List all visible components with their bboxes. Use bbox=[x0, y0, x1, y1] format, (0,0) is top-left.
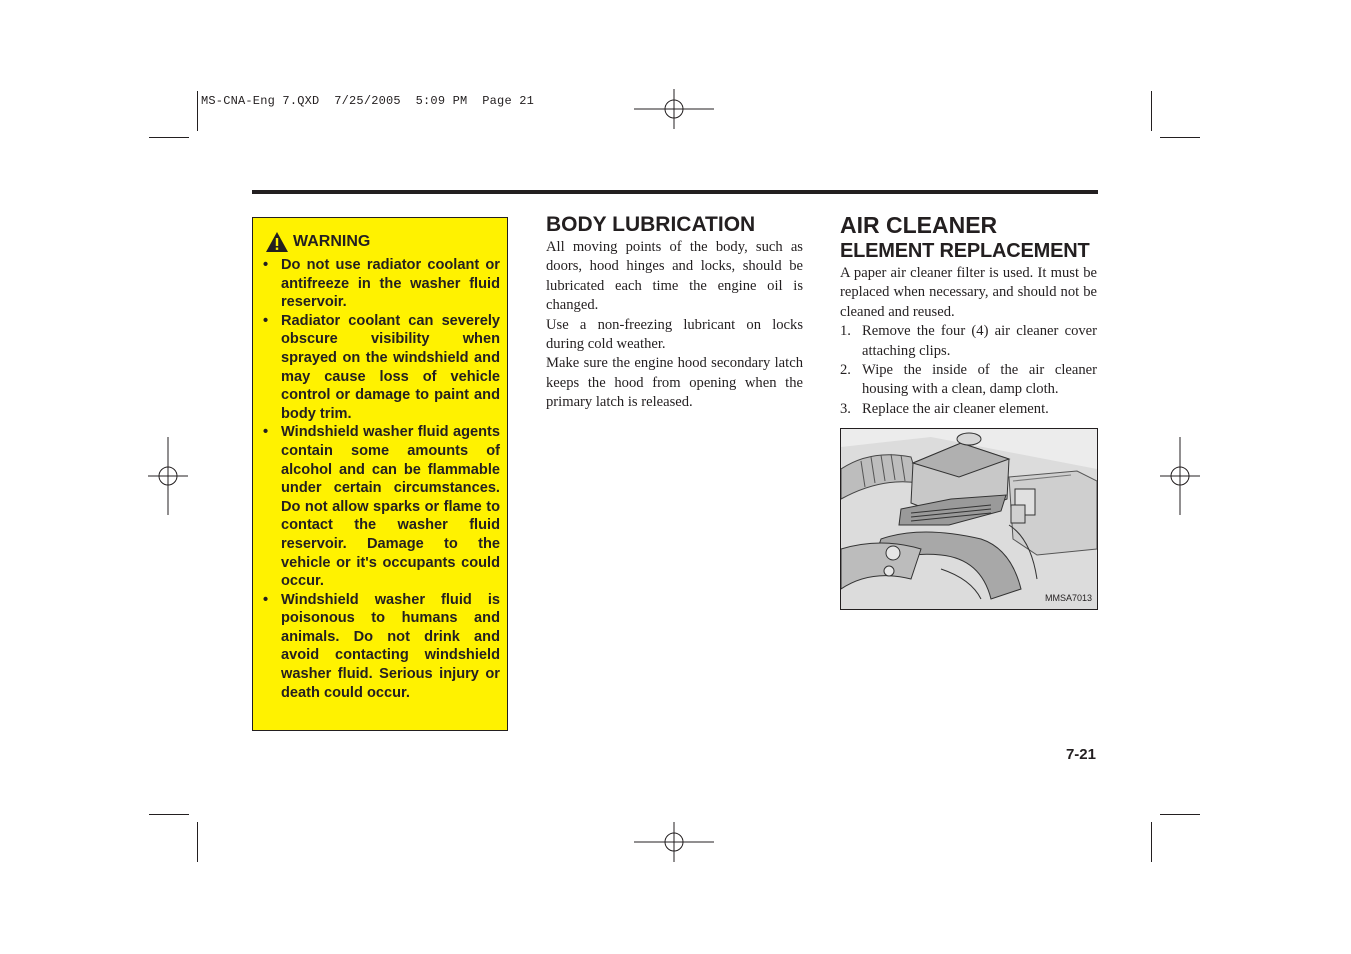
paragraph: Make sure the engine hood secondary latch keeps the hood from opening when the primary latch is released. bbox=[546, 355, 803, 411]
warning-item bbox=[263, 256, 500, 312]
steps-list bbox=[840, 322, 1097, 419]
section-subheading: ELEMENT REPLACEMENT bbox=[840, 240, 1090, 262]
warning-heading bbox=[265, 231, 370, 253]
figure-code: MMSA7013 bbox=[1044, 593, 1092, 603]
body-lubrication-section bbox=[546, 212, 803, 413]
warning-item-text: Windshield washer fluid is poisonous to humans and animals. Do not drink and avoid contacting windshield washer fluid. Serious injury or death could occur. bbox=[281, 591, 500, 701]
step-item bbox=[840, 400, 1097, 419]
bullet: • bbox=[263, 257, 269, 273]
air-cleaner-section bbox=[840, 212, 1097, 419]
section-body bbox=[840, 264, 1097, 419]
step-number: 1. bbox=[840, 323, 851, 340]
step-text: Replace the air cleaner element. bbox=[862, 400, 1049, 417]
step-number: 3. bbox=[840, 400, 851, 417]
registration-mark-bottom bbox=[634, 822, 714, 862]
bullet: • bbox=[263, 424, 269, 441]
section-heading: AIR CLEANER bbox=[840, 212, 998, 238]
warning-item bbox=[263, 591, 500, 703]
step-text: Remove the four (4) air cleaner cover attaching clips. bbox=[862, 323, 1097, 359]
warning-item bbox=[263, 423, 500, 590]
step-text: Wipe the inside of the air cleaner housing with a clean, damp cloth. bbox=[862, 362, 1097, 398]
step-item bbox=[840, 322, 1097, 361]
section-heading: BODY LUBRICATION bbox=[546, 213, 756, 236]
registration-mark-left bbox=[148, 437, 188, 515]
registration-mark-top bbox=[634, 89, 714, 129]
section-body bbox=[546, 238, 803, 413]
warning-item-text: Radiator coolant can severely obscure visibility when sprayed on the windshield and may cause loss of vehicle control or damage to paint and body trim. bbox=[281, 312, 500, 422]
engine-bay-drawing bbox=[841, 429, 1097, 609]
page-number: 7-21 bbox=[1065, 746, 1096, 763]
step-number: 2. bbox=[840, 362, 851, 379]
air-cleaner-illustration bbox=[840, 428, 1098, 610]
bullet: • bbox=[263, 591, 269, 608]
print-slug: MS-CNA-Eng 7.QXD 7/25/2005 5:09 PM Page 21 bbox=[201, 94, 535, 108]
warning-list bbox=[263, 256, 500, 702]
warning-title: WARNING bbox=[293, 233, 371, 250]
paragraph: A paper air cleaner filter is used. It must be replaced when necessary, and should not be cleaned and reused. bbox=[840, 265, 1097, 320]
warning-item bbox=[263, 312, 500, 424]
warning-item-text: Windshield washer fluid agents contain some amounts of alcohol and can be flammable under certain circumstances. Do not allow sparks or flame to contact the washer fluid reservoir. Damage to the vehicle or it's occupants could occur. bbox=[281, 424, 500, 590]
header-rule bbox=[252, 190, 1098, 194]
warning-box bbox=[252, 217, 508, 731]
paragraph: Use a non-freezing lubricant on locks during cold weather. bbox=[546, 316, 803, 353]
warning-triangle-icon bbox=[265, 231, 289, 253]
paragraph: All moving points of the body, such as doors, hood hinges and locks, should be lubricated each time the engine oil is changed. bbox=[546, 239, 803, 314]
bullet: • bbox=[263, 312, 269, 329]
step-item bbox=[840, 361, 1097, 400]
registration-mark-right bbox=[1160, 437, 1200, 515]
warning-item-text: Do not use radiator coolant or antifreeze in the washer fluid reservoir. bbox=[281, 257, 500, 311]
